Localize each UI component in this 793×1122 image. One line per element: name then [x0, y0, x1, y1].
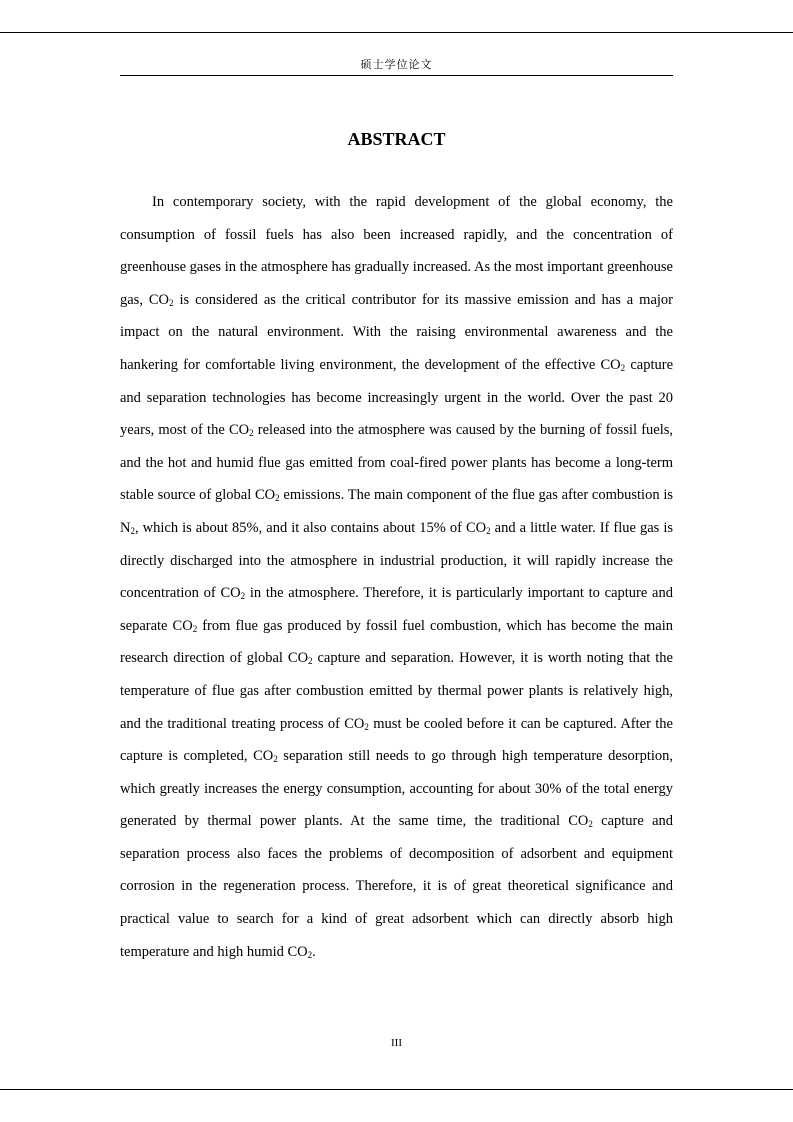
subscript: 2 — [486, 525, 491, 536]
abstract-text: released into the atmosphere was caused by the burning of fossil fuels, and the hot and humid flue gas emitted from coal-fired power plants has become a long-term stable source of global CO — [120, 422, 674, 504]
abstract-text: emissions. The main component of the flue gas after combustion is N — [120, 487, 673, 536]
subscript: 2 — [130, 525, 135, 536]
abstract-text: capture and separation technologies has become increasingly urgent in the world. Over the past 20 years, most of the CO — [120, 356, 674, 439]
header-rule — [120, 75, 673, 76]
subscript: 2 — [240, 591, 246, 602]
subscript: 2 — [192, 623, 198, 634]
abstract-title: ABSTRACT — [347, 129, 446, 149]
subscript: 2 — [588, 819, 593, 830]
abstract-text: in the atmosphere. Therefore, it is particularly important to capture and separate CO — [120, 585, 673, 634]
page-top-border — [0, 32, 793, 33]
subscript: 2 — [249, 428, 254, 439]
page-bottom-border — [0, 1089, 793, 1090]
subscript: 2 — [307, 949, 313, 960]
page-number: III — [391, 1037, 402, 1049]
subscript: 2 — [620, 362, 626, 373]
running-header: 硕士学位论文 — [360, 58, 433, 71]
abstract-text: In contemporary society, with the rapid development of the global economy, the consumption of fossil fuels has also been increased rapidly, and the concentration of greenhouse gases in the atmosphere has gradually increased. As the most important greenhouse gas, CO — [120, 194, 673, 308]
abstract-text: from flue gas produced by fossil fuel combustion, which has become the main research direction of global CO — [120, 617, 673, 667]
subscript: 2 — [308, 656, 313, 667]
subscript: 2 — [169, 297, 174, 308]
abstract-text: capture and separation. However, it is worth noting that the temperature of flue gas after combustion emitted by thermal power plants is relatively high, and the traditional treating process of CO — [120, 650, 673, 732]
abstract-paragraph — [120, 186, 673, 968]
abstract-text: capture and separation process also faces the problems of decomposition of adsorbent and equipment corrosion in the regeneration process. Therefore, it is of great theoretical significance and practical value to search for a kind of great adsorbent which can directly absorb high temperature and high humid CO — [120, 813, 673, 960]
subscript: 2 — [273, 754, 278, 765]
abstract-text: , which is about 85%, and it also contains about 15% of CO — [134, 519, 487, 536]
abstract-text: and a little water. If flue gas is directly discharged into the atmosphere in industrial production, it will rapidly increase the concentration of CO — [120, 519, 673, 602]
abstract-text: . — [312, 943, 316, 960]
abstract-text: must be cooled before it can be captured. After the capture is completed, CO — [120, 715, 673, 765]
subscript: 2 — [275, 493, 280, 504]
abstract-text: is considered as the critical contributor for its massive emission and has a major impact on the natural environment. With the raising environmental awareness and the hankering for comfortable living environment, the development of the effective CO — [120, 291, 673, 373]
abstract-text: separation still needs to go through high temperature desorption, which greatly increases the energy consumption, accounting for about 30% of the total energy generated by thermal power plants. At the same time, the traditional CO — [120, 748, 673, 830]
subscript: 2 — [364, 721, 369, 732]
